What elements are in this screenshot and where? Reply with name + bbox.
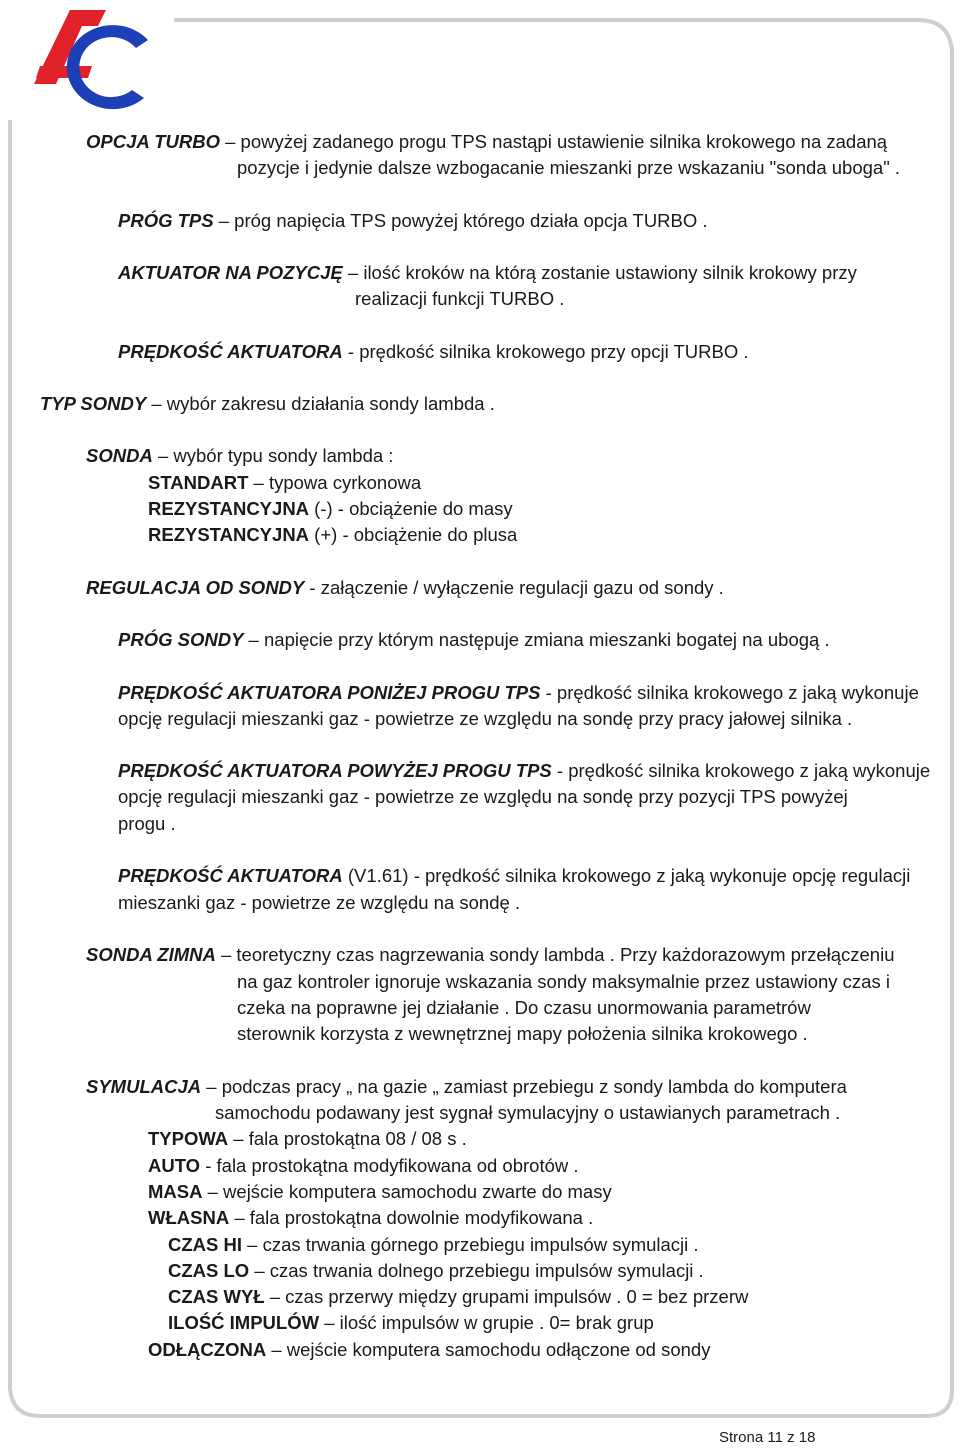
term-label: STANDART	[148, 472, 249, 493]
description-text: (-) - obciążenie do masy	[309, 498, 513, 519]
description-text: – ilość kroków na którą zostanie ustawiony silnik krokowy przy	[342, 262, 857, 283]
text-line	[168, 1258, 704, 1284]
text-line	[148, 496, 513, 522]
term-label: CZAS LO	[168, 1260, 250, 1281]
description-text: czeka na poprawne jej działanie . Do czasu unormowania parametrów	[237, 997, 811, 1018]
description-text: na gaz kontroler ignoruje wskazania sondy maksymalnie przez ustawiony czas i	[237, 971, 890, 992]
term-label: PRĘDKOŚĆ AKTUATORA	[118, 865, 343, 886]
text-line	[148, 522, 517, 548]
term-label: SYMULACJA	[86, 1076, 202, 1097]
term-label: PRĘDKOŚĆ AKTUATORA	[118, 341, 343, 362]
term-label: PRÓG TPS	[118, 210, 214, 231]
text-line	[40, 391, 495, 417]
description-text: – wybór zakresu działania sondy lambda .	[146, 393, 495, 414]
term-label: ILOŚĆ IMPULÓW	[168, 1312, 320, 1333]
text-line	[86, 129, 887, 155]
description-text: – ilość impulsów w grupie . 0= brak grup	[319, 1312, 654, 1333]
description-text: opcję regulacji mieszanki gaz - powietrze ze względu na sondę przy pozycji TPS powyżej	[118, 786, 848, 807]
term-label: TYPOWA	[148, 1128, 229, 1149]
description-text: – powyżej zadanego progu TPS nastąpi ustawienie silnika krokowego na zadaną	[219, 131, 888, 152]
description-text: – fala prostokątna dowolnie modyfikowana .	[229, 1207, 594, 1228]
term-label: PRĘDKOŚĆ AKTUATORA PONIŻEJ PROGU TPS	[118, 682, 541, 703]
text-line	[118, 260, 857, 286]
description-text: - fala prostokątna modyfikowana od obrotów .	[200, 1155, 579, 1176]
text-line	[168, 1284, 748, 1310]
description-text: sterownik korzysta z wewnętrznej mapy położenia silnika krokowego .	[237, 1023, 808, 1044]
term-label: PRÓG SONDY	[118, 629, 244, 650]
text-line	[86, 1074, 847, 1100]
term-label: REZYSTANCYJNA	[148, 498, 310, 519]
text-line	[237, 1021, 808, 1047]
text-line	[168, 1232, 699, 1258]
description-text: – typowa cyrkonowa	[248, 472, 422, 493]
text-line	[118, 863, 910, 889]
text-line	[168, 1310, 654, 1336]
term-label: ODŁĄCZONA	[148, 1339, 267, 1360]
text-line	[355, 286, 564, 312]
description-text: – wejście komputera samochodu odłączone od sondy	[266, 1339, 711, 1360]
description-text: mieszanki gaz - powietrze ze względu na sondę .	[118, 892, 521, 913]
text-line	[148, 470, 421, 496]
text-line	[237, 995, 811, 1021]
description-text: – fala prostokątna 08 / 08 s .	[228, 1128, 467, 1149]
term-label: REGULACJA OD SONDY	[86, 577, 305, 598]
text-line	[118, 890, 520, 916]
text-line	[86, 443, 393, 469]
term-label: SONDA ZIMNA	[86, 944, 216, 965]
term-label: AKTUATOR NA POZYCJĘ	[118, 262, 343, 283]
text-line	[118, 758, 930, 784]
description-text: – wybór typu sondy lambda :	[152, 445, 394, 466]
text-line	[237, 155, 900, 181]
page-number: Strona 11 z 18	[719, 1429, 816, 1446]
description-text: samochodu podawany jest sygnał symulacyjny o ustawianych parametrach .	[215, 1102, 841, 1123]
description-text: realizacji funkcji TURBO .	[355, 288, 565, 309]
ac-logo	[22, 4, 158, 116]
text-line	[215, 1100, 840, 1126]
description-text: – wejście komputera samochodu zwarte do masy	[202, 1181, 612, 1202]
description-text: - załączenie / wyłączenie regulacji gazu od sondy .	[304, 577, 724, 598]
term-label: CZAS WYŁ	[168, 1286, 265, 1307]
text-line	[118, 784, 848, 810]
description-text: (+) - obciążenie do plusa	[309, 524, 518, 545]
term-label: WŁASNA	[148, 1207, 230, 1228]
text-line	[118, 811, 176, 837]
term-label: PRĘDKOŚĆ AKTUATORA POWYŻEJ PROGU TPS	[118, 760, 552, 781]
description-text: – teoretyczny czas nagrzewania sondy lambda . Przy każdorazowym przełączeniu	[215, 944, 895, 965]
description-text: – napięcie przy którym następuje zmiana mieszanki bogatej na ubogą .	[243, 629, 830, 650]
description-text: – czas przerwy między grupami impulsów . 0 = bez przerw	[264, 1286, 749, 1307]
text-line	[148, 1126, 467, 1152]
text-line	[118, 339, 749, 365]
term-label: MASA	[148, 1181, 203, 1202]
term-label: TYP SONDY	[40, 393, 147, 414]
text-line	[148, 1337, 710, 1363]
text-line	[148, 1179, 612, 1205]
text-line	[118, 680, 919, 706]
description-text: – podczas pracy „ na gazie „ zamiast przebiegu z sondy lambda do komputera	[201, 1076, 847, 1097]
text-line	[86, 575, 724, 601]
term-label: CZAS HI	[168, 1234, 242, 1255]
description-text: - prędkość silnika krokowego przy opcji TURBO .	[342, 341, 749, 362]
term-label: REZYSTANCYJNA	[148, 524, 310, 545]
text-line	[148, 1153, 579, 1179]
description-text: – czas trwania dolnego przebiegu impulsów symulacji .	[249, 1260, 704, 1281]
term-label: SONDA	[86, 445, 153, 466]
description-text: – próg napięcia TPS powyżej którego działa opcja TURBO .	[213, 210, 708, 231]
text-line	[118, 627, 830, 653]
text-line	[118, 208, 708, 234]
description-text: opcję regulacji mieszanki gaz - powietrze ze względu na sondę przy pracy jałowej silnika .	[118, 708, 853, 729]
term-label: AUTO	[148, 1155, 201, 1176]
text-line	[86, 942, 895, 968]
text-line	[237, 969, 890, 995]
text-line	[148, 1205, 593, 1231]
description-text: - prędkość silnika krokowego z jaką wykonuje	[551, 760, 931, 781]
description-text: (V1.61) - prędkość silnika krokowego z jaką wykonuje opcję regulacji	[342, 865, 911, 886]
description-text: progu .	[118, 813, 176, 834]
text-line	[118, 706, 852, 732]
description-text: pozycje i jedynie dalsze wzbogacanie mieszanki prze wskazaniu "sonda uboga" .	[237, 157, 901, 178]
description-text: – czas trwania górnego przebiegu impulsów symulacji .	[242, 1234, 699, 1255]
term-label: OPCJA TURBO	[86, 131, 220, 152]
description-text: - prędkość silnika krokowego z jaką wykonuje	[540, 682, 919, 703]
